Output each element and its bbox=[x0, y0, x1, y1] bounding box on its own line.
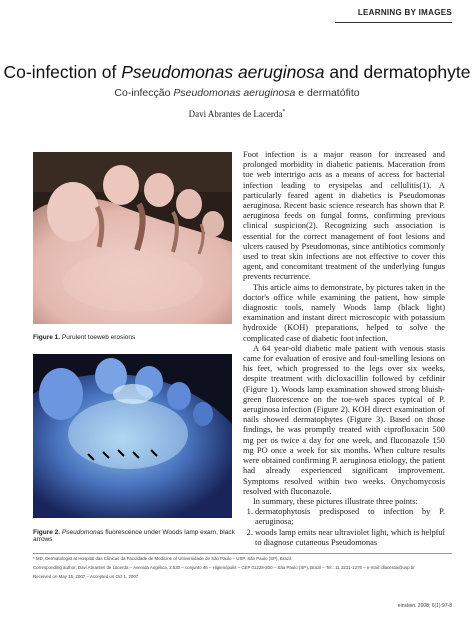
body-text-column bbox=[243, 150, 445, 548]
figure-2-photo bbox=[33, 354, 232, 518]
title-species: Pseudomonas aeruginosa bbox=[121, 62, 325, 82]
footnote-affiliation: * MD, Dermatologist at Hospital das Clínicas da Faculdade de Medicine of Universidade de São Paulo – USP, São Paulo (SP), Brazil. bbox=[33, 556, 293, 561]
section-tag-rule bbox=[335, 22, 452, 23]
summary-item-1: 1. dermatophytosis predisposed to infection by P. aeruginosa; bbox=[255, 507, 445, 527]
paragraph-2: This article aims to demonstrate, by pictures taken in the doctor's office while examining the patient, how simple diagnostic tools, namely Woods lamp (black light) examination and instant direct microscopic with potassium hydroxide (KOH) preparations, helped to solve the complicated case of diabetic foot infection. bbox=[243, 282, 445, 343]
figure-2-caption-species: Pseudomonas bbox=[60, 529, 104, 536]
subtitle-prefix: Co-infecção bbox=[114, 87, 174, 99]
author-line bbox=[0, 109, 474, 119]
section-tag: LEARNING BY IMAGES bbox=[357, 8, 452, 17]
paragraph-4: In summary, these pictures illustrate three points: bbox=[253, 496, 418, 506]
article-title bbox=[0, 62, 474, 83]
figure-1-caption-text: Purulent toeweb erosions bbox=[60, 334, 136, 341]
figure-1-caption bbox=[33, 334, 253, 341]
figure-2-label: Figure 2. bbox=[33, 529, 61, 536]
author-mark: * bbox=[282, 109, 286, 115]
figure-1-photo bbox=[33, 152, 232, 324]
footnote-received-date: Received on May 15, 2007 – Accepted on Oct 1, 2007 bbox=[33, 574, 139, 579]
title-suffix: and dermatophyte bbox=[324, 62, 471, 82]
figure-1-label: Figure 1. bbox=[33, 334, 61, 341]
woods-lamp-photo-illustration bbox=[33, 354, 232, 518]
footnote-rule bbox=[33, 553, 452, 554]
paragraph-3: A 64 year-old diabetic male patient with venous stasis came for evaluation of erosive and foul-smelling lesions on his feet, which progressed to the legs over six weeks, despite treatment with dicloxacillin followed by cefdinir (Figure 1). Woods lamp examination showed strong bluish-green fluorescence on the toe-web spaces typical of P. aeruginosa infection (Figure 2). KOH direct examination of nails showed dermatophytes (Figure 3). Based on those findings, he was promptly treated with ciprofloxacin 500 mg per os twice a day for one week, and fluconazole 150 mg PO once a week for six months. When culture results were obtained confirming P. aeruginosa etiology, the patient had already experienced significant improvement. Symptoms resolved within two weeks. Onychomycosis resolved with fluconazole. bbox=[243, 343, 445, 496]
subtitle-species: Pseudomonas aeruginosa bbox=[173, 87, 296, 99]
figure-2-caption-text: fluorescence under Woods lamp exam, black arrows bbox=[33, 529, 235, 543]
page-citation: einstein. 2008; 6(1):97-8 bbox=[397, 603, 452, 609]
paragraph-1: Foot infection is a major reason for increased and prolonged morbidity in diabetic patients. Maceration from toe web intertrigo acts as a means of access for bacterial infection leading to erysipelas and cellulitis(1). A particularly feared agent in diabetics is Pseudomonas aeruginosa. Recent basic science research has shown that P. aeruginosa feeds on fungal forms, confirming previous clinical suspicion(2). Recognizing such association is essential for the correct management of foot lesions and ulcers caused by Pseudomonas, since antibiotics commonly used to treat skin infections are not effective to cover this agent, and concomitant treatment of the underlying fungus prevents recurrence. bbox=[243, 150, 445, 282]
foot-photo-illustration bbox=[33, 152, 232, 324]
subtitle-suffix: e dermatófito bbox=[295, 87, 360, 99]
summary-item-2: 2. woods lamp emits near ultraviolet light, which is helpful to diagnose cutaneous Pseudomonas bbox=[255, 528, 445, 548]
author-name: Davi Abrantes de Lacerda bbox=[188, 109, 283, 119]
footnote-corresponding-author: Corresponding author: Davi Abrantes de Lacerda – Avenida Angélica, 2.530 – conjunto 46 – Higienópolis – CEP 01228-200 – São Paulo (SP), Brazil – Tel.: 11 3231-1276 – e-mail: dlacerda@usp.br bbox=[33, 565, 415, 570]
article-subtitle bbox=[0, 87, 474, 99]
title-prefix: Co-infection of bbox=[3, 62, 122, 82]
figure-2-caption bbox=[33, 529, 253, 543]
summary-list bbox=[243, 507, 445, 548]
